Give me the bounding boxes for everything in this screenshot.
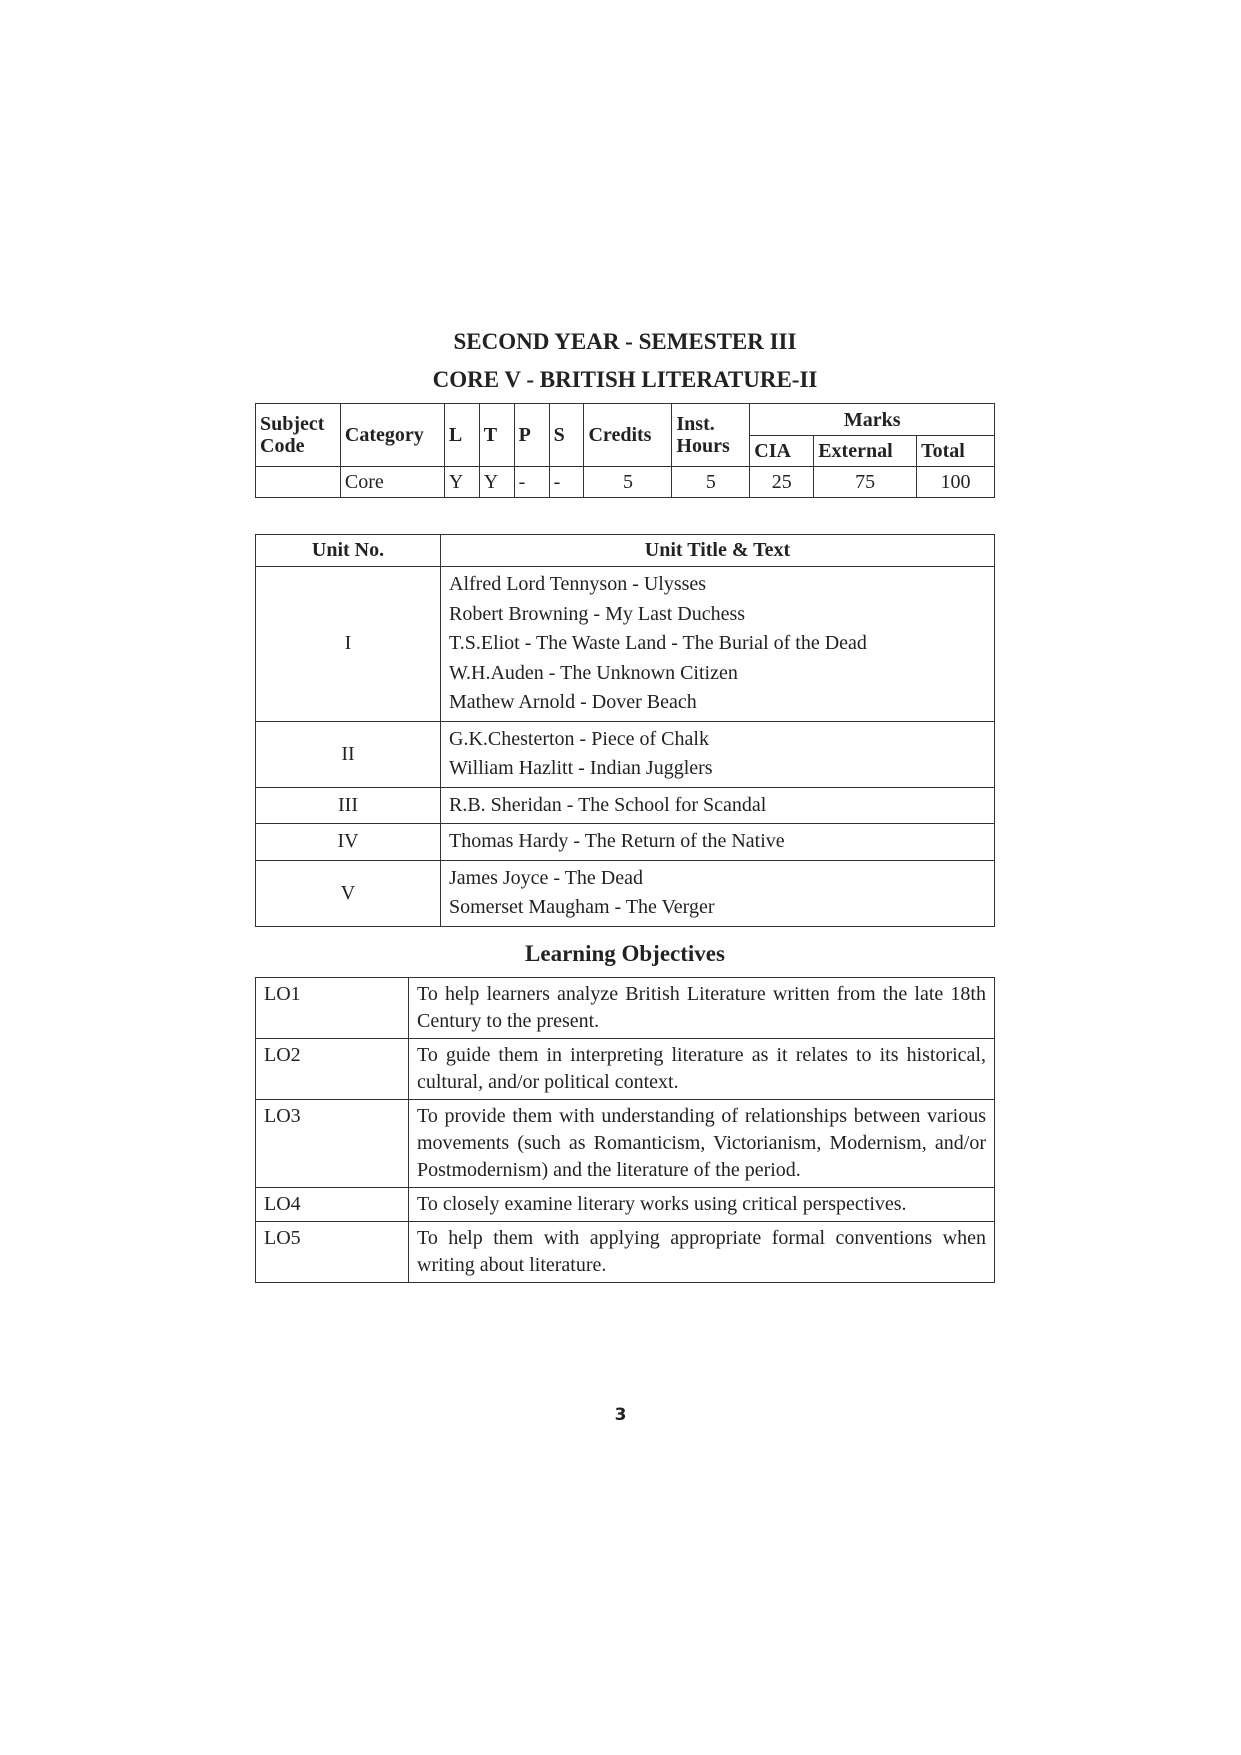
cell-external: 75 <box>814 467 917 498</box>
page-number: 3 <box>614 1405 627 1425</box>
lo-description: To help learners analyze British Literature written from the late 18th Century to the present. <box>409 977 995 1038</box>
header-t: T <box>479 404 514 467</box>
lo-description: To guide them in interpreting literature as it relates to its historical, cultural, and/or political context. <box>409 1038 995 1099</box>
course-title: CORE V - BRITISH LITERATURE-II <box>432 367 818 392</box>
unit-number: IV <box>256 824 441 861</box>
cell-cia: 25 <box>750 467 814 498</box>
table-row <box>256 860 995 926</box>
lo-code: LO2 <box>256 1038 409 1099</box>
table-row <box>256 1187 995 1221</box>
table-row <box>256 567 995 722</box>
course-details-table <box>255 403 995 498</box>
cell-t: Y <box>479 467 514 498</box>
lo-code: LO1 <box>256 977 409 1038</box>
table-row <box>256 721 995 787</box>
header-unit-title: Unit Title & Text <box>441 535 995 567</box>
lo-description: To help them with applying appropriate formal conventions when writing about literature. <box>409 1221 995 1282</box>
table-row <box>256 977 995 1038</box>
header-p: P <box>514 404 549 467</box>
unit-texts <box>441 787 995 824</box>
learning-objectives-heading: Learning Objectives <box>525 940 725 966</box>
header-unit-no: Unit No. <box>256 535 441 567</box>
header-credits: Credits <box>584 404 672 467</box>
cell-p: - <box>514 467 549 498</box>
header-l: L <box>444 404 479 467</box>
table-row <box>256 1221 995 1282</box>
cell-s: - <box>549 467 584 498</box>
header-category: Category <box>340 404 444 467</box>
unit-text-line: Robert Browning - My Last Duchess <box>449 602 746 625</box>
lo-code: LO4 <box>256 1187 409 1221</box>
unit-text-line: R.B. Sheridan - The School for Scandal <box>449 793 767 816</box>
table-row <box>256 1038 995 1099</box>
unit-text-line: Alfred Lord Tennyson - Ulysses <box>449 573 707 595</box>
table-row <box>256 824 995 861</box>
cell-l: Y <box>444 467 479 498</box>
unit-text-line: W.H.Auden - The Unknown Citizen <box>449 661 738 684</box>
unit-number: II <box>256 721 441 787</box>
table-row <box>256 787 995 824</box>
cell-category: Core <box>340 467 444 498</box>
header-subject-code: Subject Code <box>256 404 341 467</box>
unit-texts <box>441 860 995 926</box>
cell-total: 100 <box>917 467 995 498</box>
unit-text-line: Thomas Hardy - The Return of the Native <box>449 830 785 852</box>
unit-number: V <box>256 860 441 926</box>
header-s: S <box>549 404 584 467</box>
unit-texts <box>441 824 995 861</box>
units-table <box>255 534 995 927</box>
unit-text-line: Somerset Maugham - The Verger <box>449 896 715 918</box>
header-marks: Marks <box>750 404 995 436</box>
unit-number: I <box>256 567 441 722</box>
lo-code: LO3 <box>256 1099 409 1187</box>
header-cia: CIA <box>750 436 814 467</box>
cell-credits: 5 <box>584 467 672 498</box>
table-row <box>256 1099 995 1187</box>
unit-texts <box>441 567 995 722</box>
learning-objectives-table <box>255 977 995 1283</box>
document-page <box>255 323 995 1283</box>
header-inst-hours: Inst. Hours <box>672 404 750 467</box>
unit-text-line: James Joyce - The Dead <box>449 866 644 889</box>
cell-inst-hours: 5 <box>672 467 750 498</box>
unit-text-line: Mathew Arnold - Dover Beach <box>449 691 697 713</box>
cell-subject-code <box>256 467 341 498</box>
lo-description: To provide them with understanding of relationships between various movements (such as Romanticism, Victorianism, Modernism, and/or Postmodernism) and the literature of the period. <box>409 1099 995 1187</box>
semester-heading: SECOND YEAR - SEMESTER III <box>453 329 797 354</box>
unit-text-line: T.S.Eliot - The Waste Land - The Burial of the Dead <box>449 632 867 654</box>
lo-description: To closely examine literary works using critical perspectives. <box>409 1187 995 1221</box>
unit-number: III <box>256 787 441 824</box>
lo-code: LO5 <box>256 1221 409 1282</box>
unit-texts <box>441 721 995 787</box>
unit-text-line: William Hazlitt - Indian Jugglers <box>449 757 713 779</box>
unit-text-line: G.K.Chesterton - Piece of Chalk <box>449 727 709 750</box>
header-total: Total <box>917 436 995 467</box>
header-external: External <box>814 436 917 467</box>
